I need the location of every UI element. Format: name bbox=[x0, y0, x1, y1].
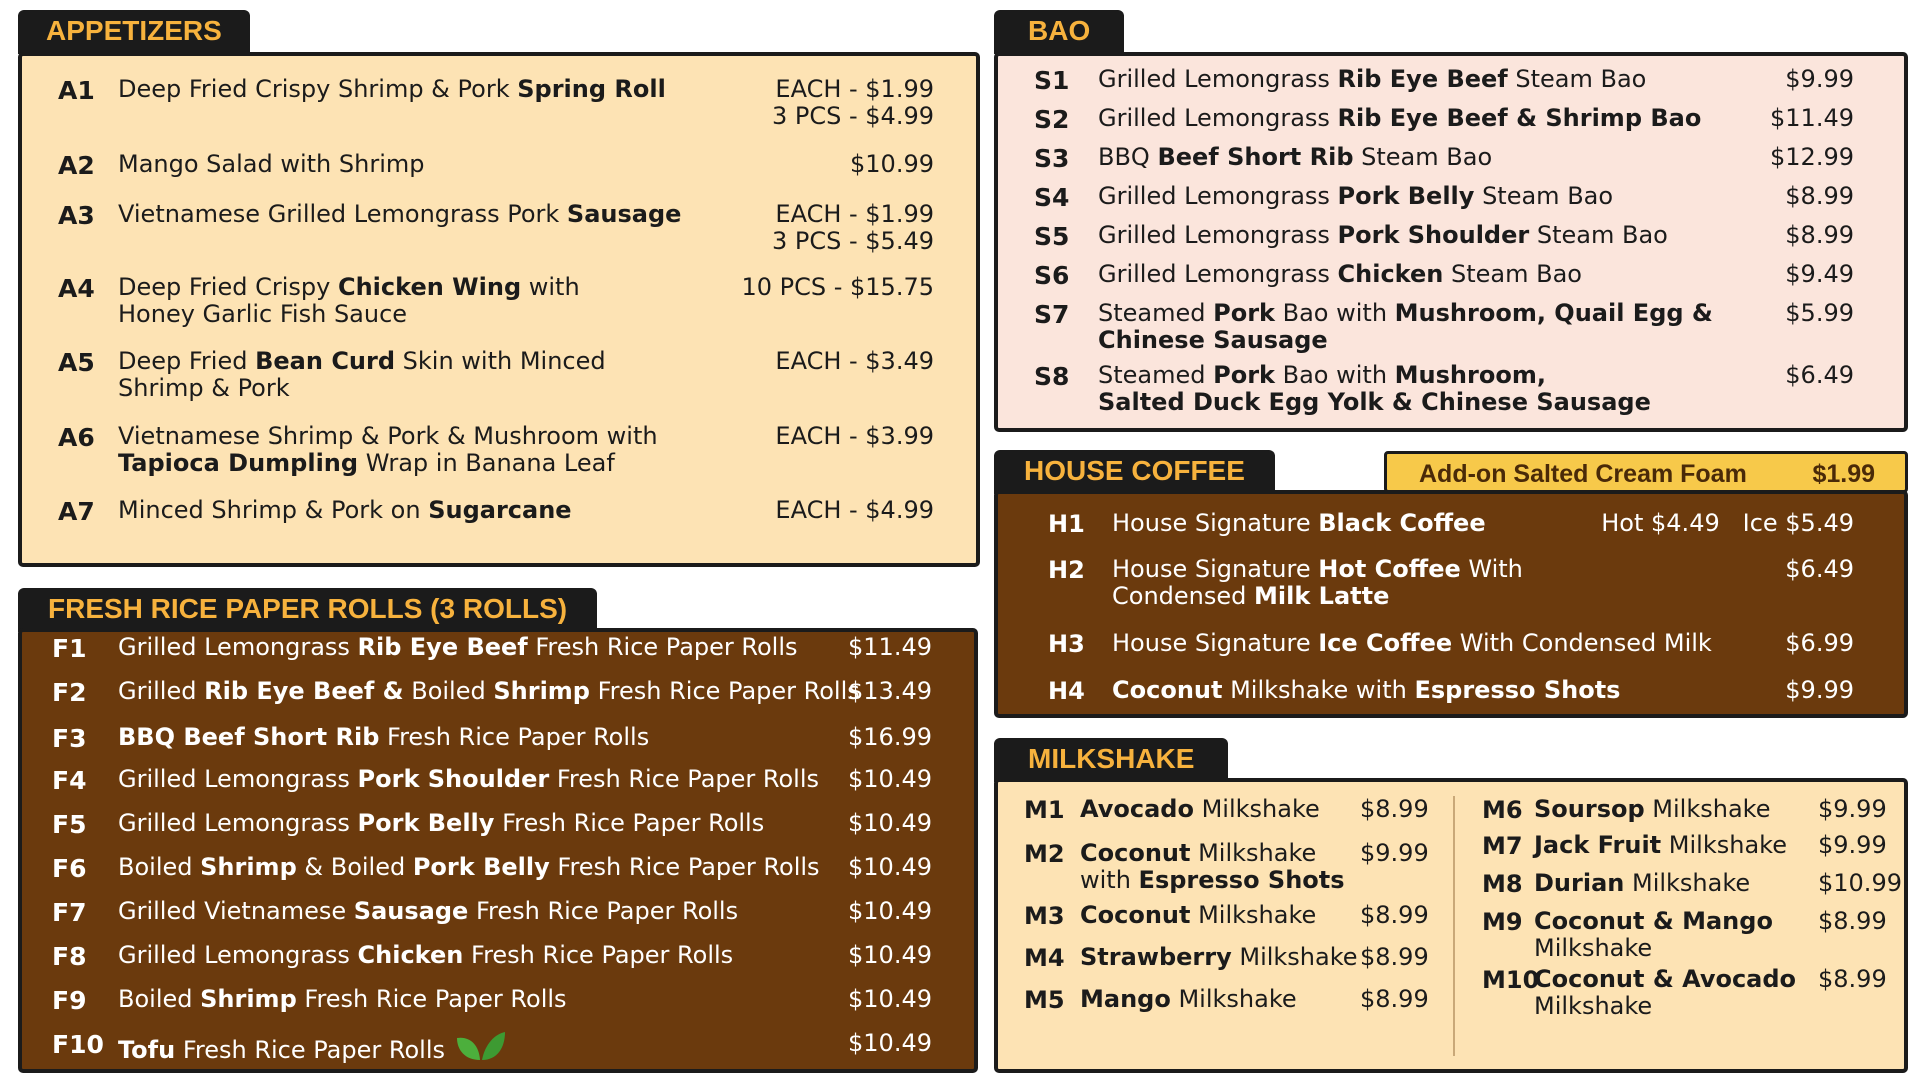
item-name: Strawberry Milkshake bbox=[1080, 943, 1358, 971]
item-code: S8 bbox=[1034, 362, 1070, 391]
item-code: F4 bbox=[52, 766, 87, 795]
item-code: S1 bbox=[1034, 66, 1070, 95]
item-price: $10.49 bbox=[848, 1029, 932, 1057]
item-price: $8.99 bbox=[1360, 943, 1429, 971]
item-code: H3 bbox=[1048, 630, 1085, 658]
appetizers-tab: APPETIZERS bbox=[18, 10, 250, 54]
item-name: Steamed Pork Bao with Mushroom, Quail Egg & Chinese Sausage bbox=[1098, 299, 1713, 354]
item-name: Tofu Fresh Rice Paper Rolls bbox=[118, 1030, 507, 1064]
item-name: Grilled Lemongrass Rib Eye Beef Fresh Rice Paper Rolls bbox=[118, 633, 798, 661]
item-name: Boiled Shrimp Fresh Rice Paper Rolls bbox=[118, 985, 567, 1013]
item-name: Grilled Lemongrass Pork Belly Steam Bao bbox=[1098, 182, 1614, 210]
vegetarian-leaf-icon bbox=[455, 1030, 507, 1064]
item-price: $11.49 bbox=[848, 633, 932, 661]
item-code: M4 bbox=[1024, 944, 1065, 972]
item-price: Hot $4.49 Ice $5.49 bbox=[1601, 509, 1854, 537]
item-price: $8.99 bbox=[1360, 795, 1429, 823]
item-name: Coconut Milkshake bbox=[1080, 901, 1317, 929]
item-price: $9.49 bbox=[1785, 260, 1854, 288]
item-code: H4 bbox=[1048, 677, 1085, 705]
milkshake-panel bbox=[994, 778, 1908, 1073]
item-price: $12.99 bbox=[1770, 143, 1854, 171]
item-code: A7 bbox=[58, 497, 95, 526]
item-price: EACH - $3.49 bbox=[775, 347, 934, 375]
item-price: $9.99 bbox=[1360, 839, 1429, 867]
item-name: Vietnamese Shrimp & Pork & Mushroom with Tapioca Dumpling Wrap in Banana Leaf bbox=[118, 422, 658, 477]
house-coffee-tab: HOUSE COFFEE bbox=[994, 450, 1275, 494]
item-code: F3 bbox=[52, 724, 87, 753]
item-price: $5.99 bbox=[1785, 299, 1854, 327]
item-price: $8.99 bbox=[1785, 221, 1854, 249]
item-code: F2 bbox=[52, 678, 87, 707]
item-price: $10.49 bbox=[848, 985, 932, 1013]
item-code: H1 bbox=[1048, 510, 1085, 538]
item-code: F5 bbox=[52, 810, 87, 839]
item-name: Mango Milkshake bbox=[1080, 985, 1297, 1013]
item-code: A1 bbox=[58, 76, 95, 105]
item-name: House Signature Ice Coffee With Condensed Milk bbox=[1112, 629, 1712, 657]
item-name: BBQ Beef Short Rib Fresh Rice Paper Rolls bbox=[118, 723, 650, 751]
item-price: $8.99 bbox=[1785, 182, 1854, 210]
item-price: $9.99 bbox=[1818, 795, 1887, 823]
item-price: $6.99 bbox=[1785, 629, 1854, 657]
item-code: A2 bbox=[58, 151, 95, 180]
item-name: Grilled Lemongrass Rib Eye Beef & Shrimp Bao bbox=[1098, 104, 1702, 132]
item-code: A4 bbox=[58, 274, 95, 303]
item-code: M1 bbox=[1024, 796, 1065, 824]
addon-label: Add-on Salted Cream Foam bbox=[1419, 460, 1747, 488]
item-price: $10.49 bbox=[848, 765, 932, 793]
item-name: Grilled Lemongrass Chicken Fresh Rice Paper Rolls bbox=[118, 941, 734, 969]
item-code: A3 bbox=[58, 201, 95, 230]
item-name: Vietnamese Grilled Lemongrass Pork Sausage bbox=[118, 200, 682, 228]
item-name: Boiled Shrimp & Boiled Pork Belly Fresh Rice Paper Rolls bbox=[118, 853, 820, 881]
item-name: Grilled Lemongrass Pork Belly Fresh Rice Paper Rolls bbox=[118, 809, 765, 837]
item-name: Deep Fried Crispy Chicken Wing with Honey Garlic Fish Sauce bbox=[118, 273, 580, 328]
item-price: $10.49 bbox=[848, 897, 932, 925]
addon-salted-cream-foam bbox=[1384, 451, 1908, 493]
item-price: $10.99 bbox=[1818, 869, 1902, 897]
fresh-rolls-panel bbox=[18, 628, 978, 1073]
item-name: Durian Milkshake bbox=[1534, 869, 1751, 897]
item-name: Grilled Lemongrass Chicken Steam Bao bbox=[1098, 260, 1582, 288]
item-name: BBQ Beef Short Rib Steam Bao bbox=[1098, 143, 1493, 171]
item-code: F9 bbox=[52, 986, 87, 1015]
item-code: M7 bbox=[1482, 832, 1523, 860]
item-name: Jack Fruit Milkshake bbox=[1534, 831, 1787, 859]
item-name: Grilled Lemongrass Pork Shoulder Fresh Rice Paper Rolls bbox=[118, 765, 820, 793]
addon-price: $1.99 bbox=[1812, 460, 1875, 488]
item-code: M8 bbox=[1482, 870, 1523, 898]
item-price: EACH - $1.99 3 PCS - $5.49 bbox=[772, 200, 934, 255]
appetizers-panel bbox=[18, 52, 980, 567]
bao-tab: BAO bbox=[994, 10, 1124, 54]
item-price: EACH - $3.99 bbox=[775, 422, 934, 450]
item-code: M9 bbox=[1482, 908, 1523, 936]
item-price: $9.99 bbox=[1818, 831, 1887, 859]
item-code: M2 bbox=[1024, 840, 1065, 868]
item-name: Grilled Rib Eye Beef & Boiled Shrimp Fresh Rice Paper Rolls bbox=[118, 677, 860, 705]
item-name: Avocado Milkshake bbox=[1080, 795, 1320, 823]
item-code: S3 bbox=[1034, 144, 1070, 173]
item-price: 10 PCS - $15.75 bbox=[741, 273, 934, 301]
item-price: $9.99 bbox=[1785, 676, 1854, 704]
item-code: S5 bbox=[1034, 222, 1070, 251]
item-code: M3 bbox=[1024, 902, 1065, 930]
item-code: A6 bbox=[58, 423, 95, 452]
item-name: Coconut & Avocado Milkshake bbox=[1534, 965, 1797, 1020]
item-price: $6.49 bbox=[1785, 361, 1854, 389]
item-name: Coconut & Mango Milkshake bbox=[1534, 907, 1773, 962]
item-price: $6.49 bbox=[1785, 555, 1854, 583]
item-code: S2 bbox=[1034, 105, 1070, 134]
item-code: S6 bbox=[1034, 261, 1070, 290]
item-price: EACH - $4.99 bbox=[775, 496, 934, 524]
item-name: Mango Salad with Shrimp bbox=[118, 150, 425, 178]
item-name: Coconut Milkshake with Espresso Shots bbox=[1080, 839, 1345, 894]
item-code: F7 bbox=[52, 898, 87, 927]
item-name: Grilled Vietnamese Sausage Fresh Rice Paper Rolls bbox=[118, 897, 739, 925]
item-code: S7 bbox=[1034, 300, 1070, 329]
item-code: M6 bbox=[1482, 796, 1523, 824]
fresh-rolls-tab: FRESH RICE PAPER ROLLS (3 ROLLS) bbox=[18, 588, 597, 632]
item-price: $10.49 bbox=[848, 853, 932, 881]
item-price: $13.49 bbox=[848, 677, 932, 705]
item-code: M5 bbox=[1024, 986, 1065, 1014]
item-code: M10 bbox=[1482, 966, 1540, 994]
item-name: Grilled Lemongrass Pork Shoulder Steam Bao bbox=[1098, 221, 1668, 249]
item-name: Deep Fried Crispy Shrimp & Pork Spring Roll bbox=[118, 75, 666, 103]
milkshake-tab: MILKSHAKE bbox=[994, 738, 1228, 782]
item-price: $10.49 bbox=[848, 809, 932, 837]
item-price: $8.99 bbox=[1818, 907, 1887, 935]
item-code: F8 bbox=[52, 942, 87, 971]
item-code: F1 bbox=[52, 634, 87, 663]
item-code: F10 bbox=[52, 1030, 104, 1059]
item-price: $16.99 bbox=[848, 723, 932, 751]
item-price: $10.99 bbox=[850, 150, 934, 178]
item-price: $8.99 bbox=[1818, 965, 1887, 993]
item-name: Minced Shrimp & Pork on Sugarcane bbox=[118, 496, 572, 524]
item-price: $9.99 bbox=[1785, 65, 1854, 93]
house-coffee-panel bbox=[994, 490, 1908, 718]
item-price: $11.49 bbox=[1770, 104, 1854, 132]
item-code: A5 bbox=[58, 348, 95, 377]
item-name: Coconut Milkshake with Espresso Shots bbox=[1112, 676, 1621, 704]
item-code: F6 bbox=[52, 854, 87, 883]
bao-panel bbox=[994, 52, 1908, 432]
item-name: Grilled Lemongrass Rib Eye Beef Steam Bao bbox=[1098, 65, 1647, 93]
item-name: Steamed Pork Bao with Mushroom, Salted Duck Egg Yolk & Chinese Sausage bbox=[1098, 361, 1651, 416]
item-price: $8.99 bbox=[1360, 985, 1429, 1013]
item-code: H2 bbox=[1048, 556, 1085, 584]
item-name: Deep Fried Bean Curd Skin with Minced Shrimp & Pork bbox=[118, 347, 606, 402]
item-price: $8.99 bbox=[1360, 901, 1429, 929]
item-name: Soursop Milkshake bbox=[1534, 795, 1771, 823]
item-code: S4 bbox=[1034, 183, 1070, 212]
item-name: House Signature Hot Coffee With Condensed Milk Latte bbox=[1112, 555, 1523, 610]
item-price: $10.49 bbox=[848, 941, 932, 969]
item-name: House Signature Black Coffee bbox=[1112, 509, 1486, 537]
item-price: EACH - $1.99 3 PCS - $4.99 bbox=[772, 75, 934, 130]
milkshake-column-divider bbox=[1453, 796, 1455, 1056]
